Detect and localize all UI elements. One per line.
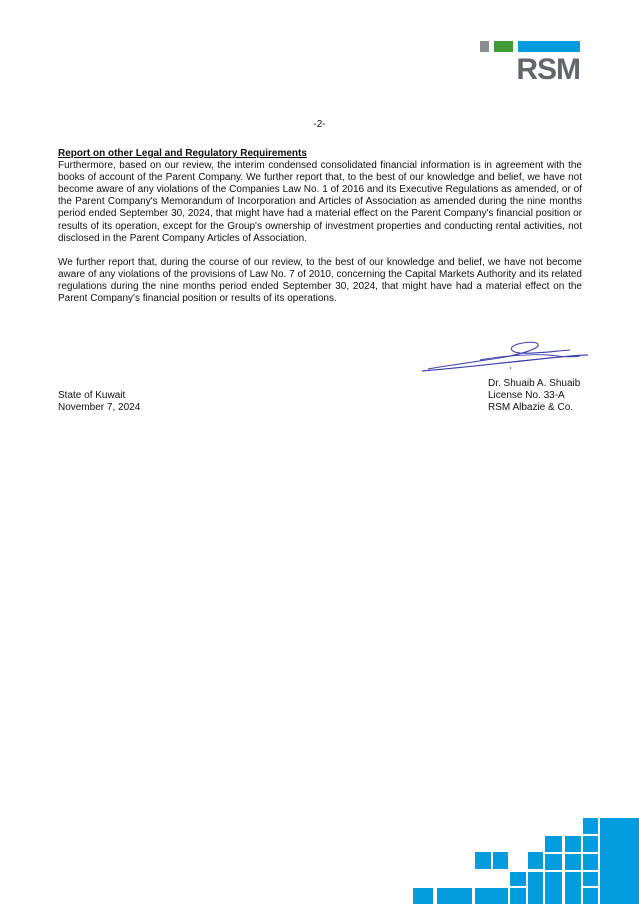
rsm-logo [480, 41, 580, 85]
report-section [58, 148, 582, 305]
logo-grey-square [480, 41, 489, 52]
page-number: -2- [313, 119, 326, 130]
signature-image [420, 338, 590, 374]
signatory-block [488, 378, 580, 415]
signatory-firm: RSM Albazie & Co. [488, 401, 574, 413]
paragraph-2: We further report that, during the course of our review, to the best of our knowledge and belief, we have not become aware of any violations of the provisions of Law No. 7 of 2010, concerning the Capital Markets Authority and its related regulations during the nine months period ended September 30, 2024, that might have had a material effect on the Parent Company's financial position or results of its operations. [58, 256, 582, 305]
signatory-license: License No. 33-A [488, 389, 565, 401]
signatory-name: Dr. Shuaib A. Shuaib [488, 377, 581, 389]
location-place: State of Kuwait [58, 390, 126, 401]
paragraph-1: Furthermore, based on our review, the interim condensed consolidated financial information is in agreement with the books of account of the Parent Company. We further report that, to the best of our knowledge and belief, we have not become aware of any violations of the Companies Law No. 1 of 2016 and its Executive Regulations as amended, or of the Parent Company's Memorandum of Incorporation and Articles of Association as amended during the nine months period ended September 30, 2024, that might have had a material effect on the Parent Company's financial position or results of its operation, except for the Group's ownership of investment properties and conducting rental activities, not disclosed in the Parent Company Articles of Association. [58, 160, 582, 244]
location-block [58, 390, 140, 414]
logo-wordmark: RSM [516, 53, 580, 86]
report-date: November 7, 2024 [58, 402, 141, 414]
logo-green-square [494, 41, 513, 52]
logo-blue-bar [518, 41, 580, 52]
section-heading: Report on other Legal and Regulatory Requirements [58, 148, 307, 159]
